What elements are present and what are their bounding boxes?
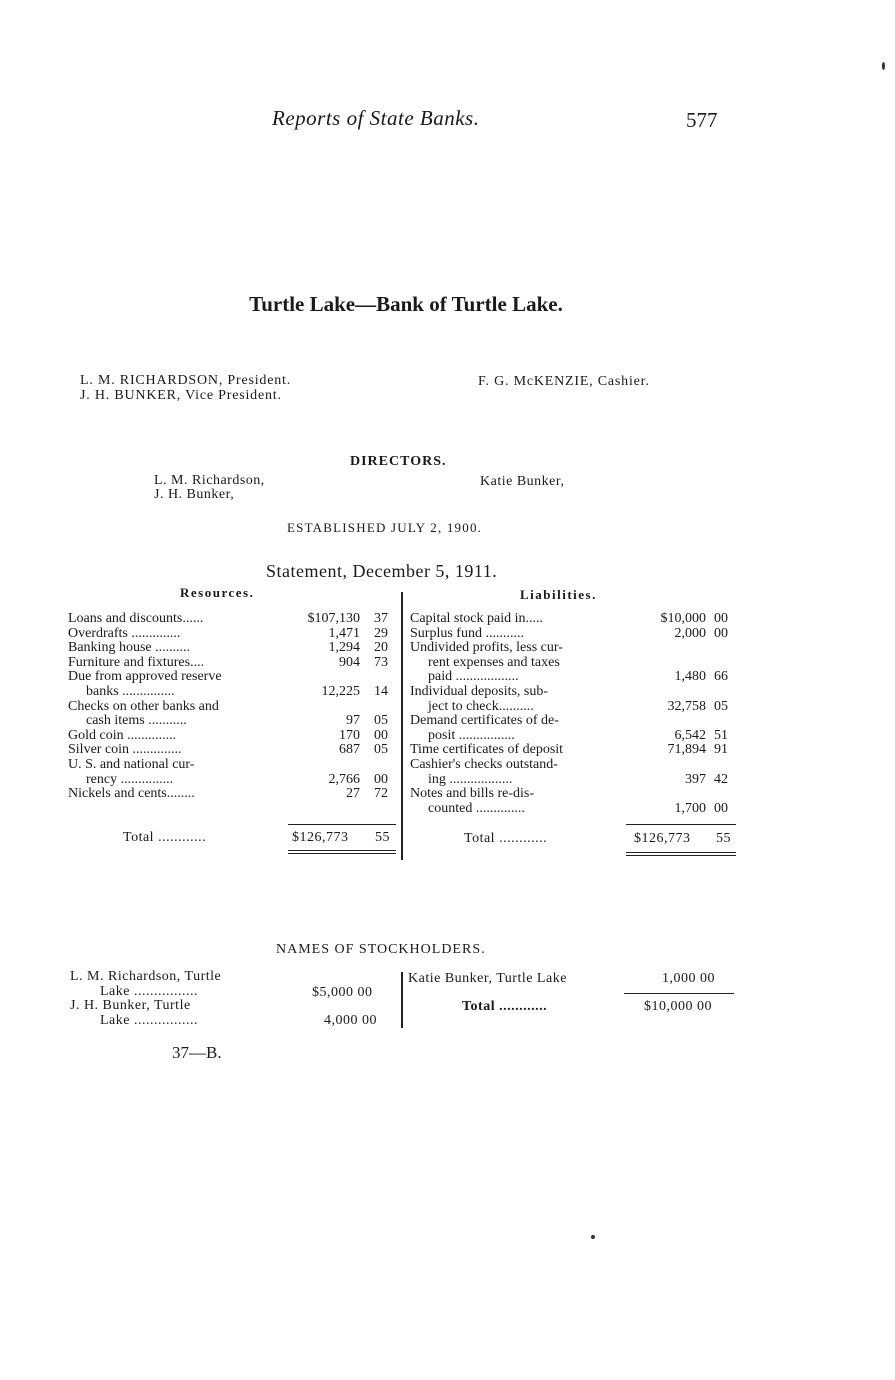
table-row: [68, 729, 398, 744]
row-label: Overdrafts ..............: [68, 625, 181, 641]
row-dollars: 2,000: [674, 625, 706, 641]
stockholder-name-cont: Lake ................: [100, 984, 198, 999]
stockholder-amount: $5,000 00: [312, 985, 373, 1000]
row-label: Undivided profits, less cur-: [410, 640, 563, 656]
row-label: rent expenses and taxes: [428, 654, 560, 670]
row-label: Due from approved reserve: [68, 669, 222, 685]
resources-total-label: Total ............: [123, 830, 207, 845]
row-dollars: 27: [346, 786, 360, 802]
row-label: Gold coin ..............: [68, 727, 177, 743]
row-dollars: 1,294: [328, 640, 360, 656]
stockholder-amount: 4,000 00: [324, 1013, 377, 1028]
signature-mark: 37—B.: [172, 1043, 222, 1062]
row-label: U. S. and national cur-: [68, 756, 195, 772]
row-dollars: 904: [339, 654, 360, 670]
row-dollars: 1,700: [674, 800, 706, 816]
table-row: [410, 714, 736, 729]
row-label: ject to check..........: [428, 698, 534, 714]
scan-speck: [591, 1235, 595, 1239]
stockholder-amount: 1,000 00: [662, 971, 715, 986]
liabilities-table: [410, 612, 736, 816]
officer-cashier: F. G. McKENZIE, Cashier.: [478, 374, 650, 389]
row-label: paid ..................: [428, 669, 519, 685]
row-cents: 66: [714, 669, 728, 685]
row-label: Cashier's checks outstand-: [410, 756, 558, 772]
statement-title: Statement, December 5, 1911.: [266, 561, 498, 581]
liabilities-rows: [410, 612, 736, 816]
bank-title: Turtle Lake—Bank of Turtle Lake.: [249, 292, 563, 316]
table-row: [410, 670, 736, 685]
scan-speck: [882, 62, 885, 70]
row-label: Surplus fund ...........: [410, 625, 524, 641]
row-cents: 20: [374, 640, 388, 656]
row-cents: 42: [714, 771, 728, 787]
table-row: [410, 627, 736, 642]
row-dollars: 1,480: [674, 669, 706, 685]
resources-total-rule: [288, 824, 396, 825]
row-label: banks ...............: [86, 683, 175, 699]
resources-double-rule: [288, 850, 396, 854]
table-row: [68, 700, 398, 715]
row-label: Individual deposits, sub-: [410, 683, 549, 699]
table-row: [68, 656, 398, 671]
row-cents: 00: [374, 771, 388, 787]
stockholders-total-label: Total ............: [462, 999, 548, 1014]
row-cents: 14: [374, 683, 388, 699]
column-divider: [401, 592, 403, 860]
row-label: cash items ...........: [86, 713, 187, 729]
table-row: [410, 729, 736, 744]
table-row: [410, 773, 736, 788]
table-row: [410, 743, 736, 758]
stockholders-heading: NAMES OF STOCKHOLDERS.: [276, 942, 486, 957]
row-cents: 00: [714, 800, 728, 816]
row-label: Checks on other banks and: [68, 698, 219, 714]
stockholders-total-amount: $10,000 00: [644, 999, 712, 1014]
table-row: [68, 758, 398, 773]
row-cents: 05: [714, 698, 728, 714]
table-row: [68, 685, 398, 700]
resources-table: [68, 612, 398, 802]
row-dollars: 170: [339, 727, 360, 743]
resources-rows: [68, 612, 398, 802]
row-cents: 05: [374, 713, 388, 729]
page-number: 577: [686, 108, 718, 132]
liabilities-total-label: Total ............: [464, 831, 548, 846]
directors-heading: DIRECTORS.: [350, 454, 447, 469]
stockholders-total-rule: [624, 993, 734, 994]
row-label: Time certificates of deposit: [410, 742, 564, 758]
table-row: [410, 787, 736, 802]
liabilities-heading: Liabilities.: [520, 587, 597, 602]
liabilities-total-dollars: $126,773: [634, 831, 691, 846]
row-cents: 00: [714, 611, 728, 626]
liabilities-total-cents: 55: [716, 831, 731, 846]
table-row: [68, 670, 398, 685]
table-row: [410, 641, 736, 656]
officer-vice-president: J. H. BUNKER, Vice President.: [80, 388, 282, 403]
row-cents: 00: [714, 625, 728, 641]
row-label: Nickels and cents........: [68, 786, 195, 802]
director-name: Katie Bunker,: [480, 474, 565, 489]
row-label: Capital stock paid in.....: [410, 611, 543, 626]
row-cents: 72: [374, 786, 388, 802]
row-label: Demand certificates of de-: [410, 713, 559, 729]
resources-heading: Resources.: [180, 585, 255, 600]
row-dollars: 1,471: [328, 625, 360, 641]
row-dollars: 97: [346, 713, 360, 729]
table-row: [68, 612, 398, 627]
row-cents: 00: [374, 727, 388, 743]
officer-president: L. M. RICHARDSON, President.: [80, 373, 292, 388]
row-dollars: $107,130: [307, 611, 360, 626]
row-label: ing ..................: [428, 771, 513, 787]
row-dollars: 32,758: [667, 698, 706, 714]
table-row: [68, 714, 398, 729]
row-dollars: 12,225: [321, 683, 360, 699]
row-label: counted ..............: [428, 800, 525, 816]
stockholders-divider: [401, 972, 403, 1028]
row-cents: 73: [374, 654, 388, 670]
table-row: [68, 627, 398, 642]
resources-total-cents: 55: [375, 830, 390, 845]
stockholder-name: J. H. Bunker, Turtle: [70, 998, 191, 1013]
table-row: [68, 743, 398, 758]
director-name: L. M. Richardson,: [154, 473, 265, 488]
resources-total-dollars: $126,773: [292, 830, 349, 845]
stockholder-name: Katie Bunker, Turtle Lake: [408, 971, 567, 986]
row-dollars: $10,000: [660, 611, 706, 626]
row-dollars: 71,894: [667, 742, 706, 758]
table-row: [410, 700, 736, 715]
table-row: [410, 758, 736, 773]
table-row: [410, 685, 736, 700]
row-dollars: 397: [685, 771, 706, 787]
row-label: posit ................: [428, 727, 515, 743]
director-name: J. H. Bunker,: [154, 487, 235, 502]
row-label: Banking house ..........: [68, 640, 191, 656]
row-cents: 05: [374, 742, 388, 758]
stockholder-name-cont: Lake ................: [100, 1013, 198, 1028]
row-dollars: 2,766: [328, 771, 360, 787]
row-cents: 37: [374, 611, 388, 626]
row-label: rency ...............: [86, 771, 174, 787]
table-row: [68, 787, 398, 802]
table-row: [68, 773, 398, 788]
liabilities-total-rule: [626, 824, 736, 825]
row-label: Furniture and fixtures....: [68, 654, 205, 670]
row-dollars: 6,542: [674, 727, 706, 743]
liabilities-double-rule: [626, 852, 736, 856]
row-label: Notes and bills re-dis-: [410, 786, 535, 802]
row-label: Loans and discounts......: [68, 611, 204, 626]
table-row: [410, 612, 736, 627]
table-row: [410, 656, 736, 671]
established-date: ESTABLISHED JULY 2, 1900.: [287, 520, 483, 535]
row-cents: 51: [714, 727, 728, 743]
row-cents: 29: [374, 625, 388, 641]
stockholder-name: L. M. Richardson, Turtle: [70, 969, 222, 984]
row-cents: 91: [714, 742, 728, 758]
table-row: [68, 641, 398, 656]
row-dollars: 687: [339, 742, 360, 758]
row-label: Silver coin ..............: [68, 742, 182, 758]
table-row: [410, 802, 736, 817]
running-head: Reports of State Banks.: [272, 106, 480, 130]
